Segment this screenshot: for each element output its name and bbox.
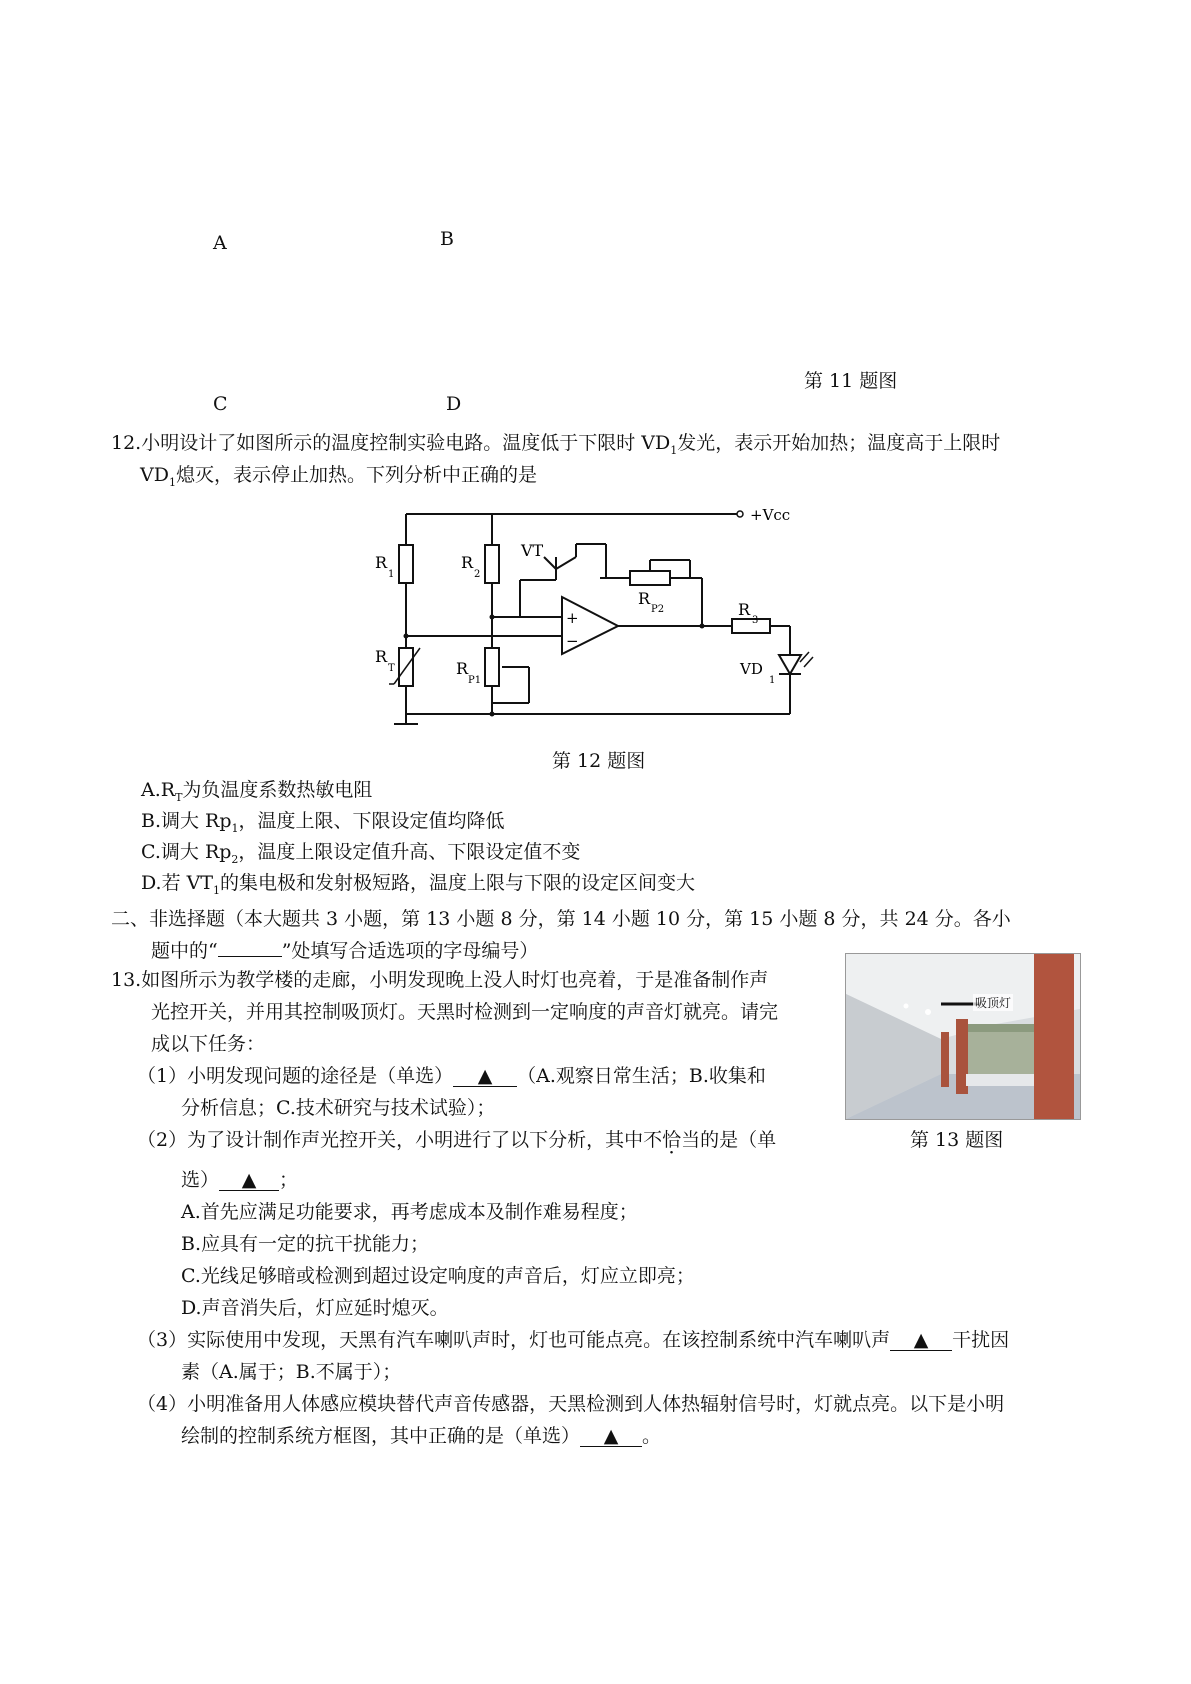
q13-part-2: （2）为了设计制作声光控开关，小明进行了以下分析，其中不恰当的是（单 bbox=[137, 1129, 777, 1151]
opamp-minus: − bbox=[566, 632, 579, 650]
q13-stem-line-1: 13.如图所示为教学楼的走廊，小明发现晚上没人时灯也亮着，于是准备制作声 bbox=[111, 969, 769, 991]
rp1-label: R bbox=[456, 659, 469, 678]
r1-sub: 1 bbox=[388, 569, 395, 580]
section-2-heading-line-1: 二、非选择题（本大题共 3 小题，第 13 小题 8 分，第 14 小题 10 分，第 15 小题 8 分，共 24 分。各小 bbox=[111, 908, 1011, 930]
corridor-photo bbox=[845, 953, 1081, 1120]
r1-label: R bbox=[375, 553, 388, 572]
rp2-label: R bbox=[638, 589, 651, 608]
q12-stem-line-2: $VD_1$熄灭，表示停止加热。下列分析中正确的是 bbox=[140, 464, 537, 489]
r2-label: R bbox=[461, 553, 474, 572]
q13-part-3: （3）实际使用中发现，天黑有汽车喇叭声时，灯也可能点亮。在该控制系统中汽车喇叭声 ▲ 干扰因 bbox=[137, 1329, 1010, 1351]
example-blank bbox=[218, 956, 282, 957]
r3-label: R bbox=[738, 600, 751, 619]
section-2-heading-line-2: 题中的“ ”处填写合适选项的字母编号） bbox=[151, 940, 539, 962]
answer-blank-3[interactable]: ▲ bbox=[890, 1330, 952, 1351]
rt-sub: T bbox=[388, 663, 395, 674]
q13-part-1-cont: 分析信息；C.技术研究与技术试验）； bbox=[181, 1097, 496, 1119]
q13-stem-line-3: 成以下任务： bbox=[151, 1033, 266, 1055]
rt-label: R bbox=[375, 647, 388, 666]
q12-option-d: D.若 $VT_1$的集电极和发射极短路，温度上限与下限的设定区间变大 bbox=[141, 872, 696, 897]
opamp-plus: + bbox=[566, 609, 579, 627]
q12-stem-line-1: 12.小明设计了如图所示的温度控制实验电路。温度低于下限时 $VD_1$发光，表示开始加热；温度高于上限时 bbox=[111, 432, 1001, 457]
emphasis-not-appropriate: 不恰当 bbox=[643, 1129, 701, 1151]
q13-part-2-cont: 选） ▲ ； bbox=[181, 1169, 299, 1191]
q13-part-2-option-c: C.光线足够暗或检测到超过设定响度的声音后，灯应立即亮； bbox=[181, 1265, 695, 1287]
q13-part-2-option-a: A.首先应满足功能要求，再考虑成本及制作难易程度； bbox=[181, 1201, 638, 1223]
vcc-label: +Vcc bbox=[750, 506, 791, 524]
q13-figure-caption: 第 13 题图 bbox=[910, 1129, 1004, 1151]
q13-part-2-option-d: D.声音消失后，灯应延时熄灭。 bbox=[181, 1297, 449, 1319]
q13-part-3-cont: 素（A.属于；B.不属于）； bbox=[181, 1361, 402, 1383]
q13-stem-line-2: 光控开关，并用其控制吸顶灯。天黑时检测到一定响度的声音灯就亮。请完 bbox=[151, 1001, 779, 1023]
q12-option-c: C.调大 $Rp_2$，温度上限设定值升高、下限设定值不变 bbox=[141, 841, 581, 866]
rp2-sub: P2 bbox=[651, 604, 665, 615]
q11-option-d: D bbox=[446, 393, 462, 415]
q12-circuit-diagram bbox=[360, 500, 840, 740]
q13-part-1: （1）小明发现问题的途径是（单选） ▲ （A.观察日常生活；B.收集和 bbox=[137, 1065, 766, 1087]
q11-option-b: B bbox=[440, 228, 454, 250]
vd1-label: VD bbox=[740, 660, 763, 678]
answer-blank-4[interactable]: ▲ bbox=[580, 1426, 642, 1447]
answer-blank-1[interactable]: ▲ bbox=[453, 1066, 517, 1087]
vd1-sub: 1 bbox=[769, 675, 776, 686]
q12-option-a: $A.R_T$为负温度系数热敏电阻 bbox=[141, 779, 373, 804]
q12-option-b: B.调大 $Rp_1$，温度上限、下限设定值均降低 bbox=[141, 810, 505, 835]
q11-figure-caption: 第 11 题图 bbox=[804, 370, 898, 392]
r3-sub: 3 bbox=[752, 615, 759, 626]
vt-label: VT bbox=[521, 541, 544, 560]
photo-label-ceiling-lamp: 吸顶灯 bbox=[975, 996, 1012, 1010]
q12-figure-caption: 第 12 题图 bbox=[552, 750, 646, 772]
q13-part-2-option-b: B.应具有一定的抗干扰能力； bbox=[181, 1233, 430, 1255]
answer-blank-2[interactable]: ▲ bbox=[219, 1170, 279, 1191]
q13-part-4: （4）小明准备用人体感应模块替代声音传感器，天黑检测到人体热辐射信号时，灯就点亮。以下是小明 bbox=[137, 1393, 1005, 1415]
q13-part-4-cont: 绘制的控制系统方框图，其中正确的是（单选） ▲ 。 bbox=[181, 1425, 662, 1447]
q11-option-a: A bbox=[213, 232, 227, 254]
r2-sub: 2 bbox=[474, 569, 481, 580]
q11-option-c: C bbox=[213, 393, 228, 415]
rp1-sub: P1 bbox=[468, 675, 482, 686]
